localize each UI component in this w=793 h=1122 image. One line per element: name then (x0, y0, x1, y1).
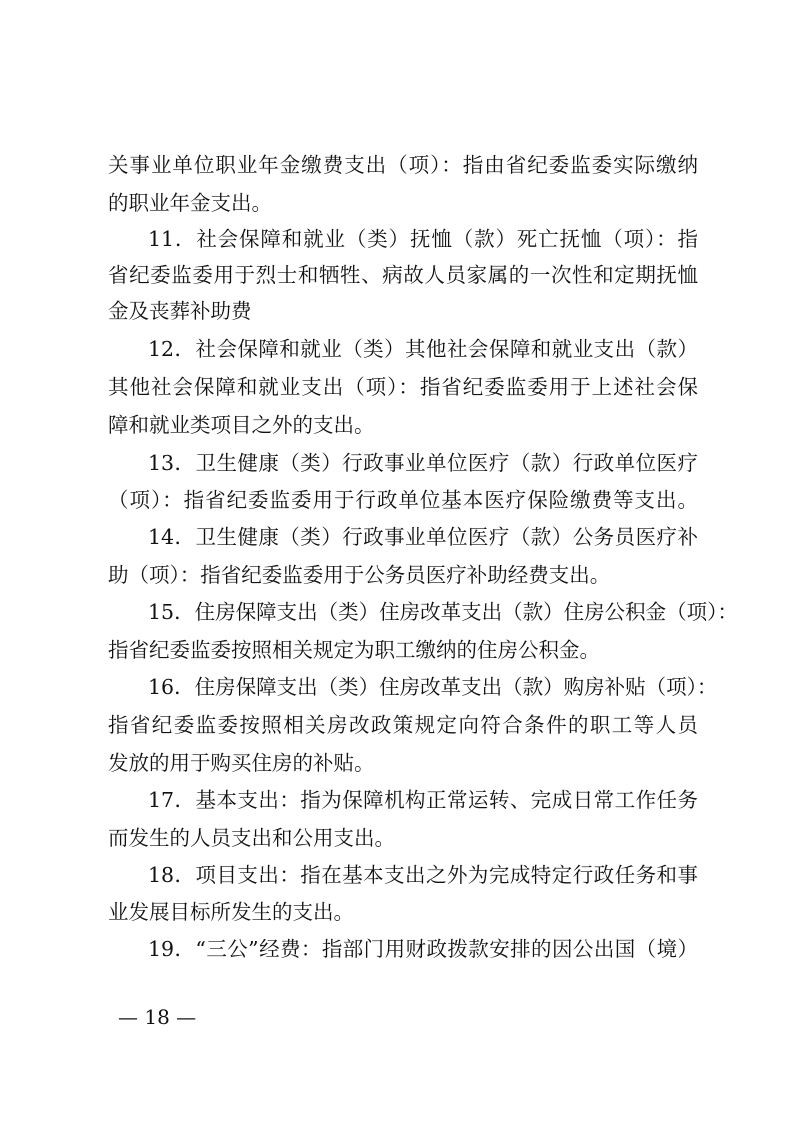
text-line: 发放的用于购买住房的补贴。 (108, 751, 375, 775)
text-line: 19．“三公”经费：指部门用财政拨款安排的因公出国（境） (148, 937, 698, 961)
text-line: 指省纪委监委按照相关规定为职工缴纳的住房公积金。 (108, 638, 600, 662)
text-line: 13．卫生健康（类）行政事业单位医疗（款）行政单位医疗 (148, 451, 698, 475)
text-line: 17．基本支出：指为保障机构正常运转、完成日常工作任务 (148, 788, 698, 812)
text-line: 16．住房保障支出（类）住房改革支出（款）购房补贴（项）： (148, 675, 718, 699)
text-line: 业发展目标所发生的支出。 (108, 900, 354, 924)
text-line: 助（项）：指省纪委监委用于公务员医疗补助经费支出。 (108, 563, 611, 587)
text-line: 关事业单位职业年金缴费支出（项）：指由省纪委监委实际缴纳 (108, 153, 698, 177)
text-line: 12．社会保障和就业（类）其他社会保障和就业支出（款） (148, 337, 698, 361)
text-line: 18．项目支出：指在基本支出之外为完成特定行政任务和事 (148, 863, 698, 887)
text-line: （项）：指省纪委监委用于行政单位基本医疗保险缴费等支出。 (108, 488, 698, 512)
text-line: 障和就业类项目之外的支出。 (108, 413, 375, 437)
text-line: 金及丧葬补助费 (108, 299, 252, 323)
text-line: 省纪委监委用于烈士和牺牲、病故人员家属的一次性和定期抚恤 (108, 263, 698, 287)
text-line: 14．卫生健康（类）行政事业单位医疗（款）公务员医疗补 (148, 525, 698, 549)
text-line: 15．住房保障支出（类）住房改革支出（款）住房公积金（项）： (148, 600, 738, 624)
text-line: 其他社会保障和就业支出（项）：指省纪委监委用于上述社会保 (108, 375, 698, 399)
page-number: — 18 — (118, 1005, 197, 1029)
text-line: 11．社会保障和就业（类）抚恤（款）死亡抚恤（项）：指 (148, 227, 698, 251)
text-line: 而发生的人员支出和公用支出。 (108, 826, 395, 850)
text-line: 指省纪委监委按照相关房改政策规定向符合条件的职工等人员 (108, 713, 698, 737)
text-line: 的职业年金支出。 (108, 191, 272, 215)
